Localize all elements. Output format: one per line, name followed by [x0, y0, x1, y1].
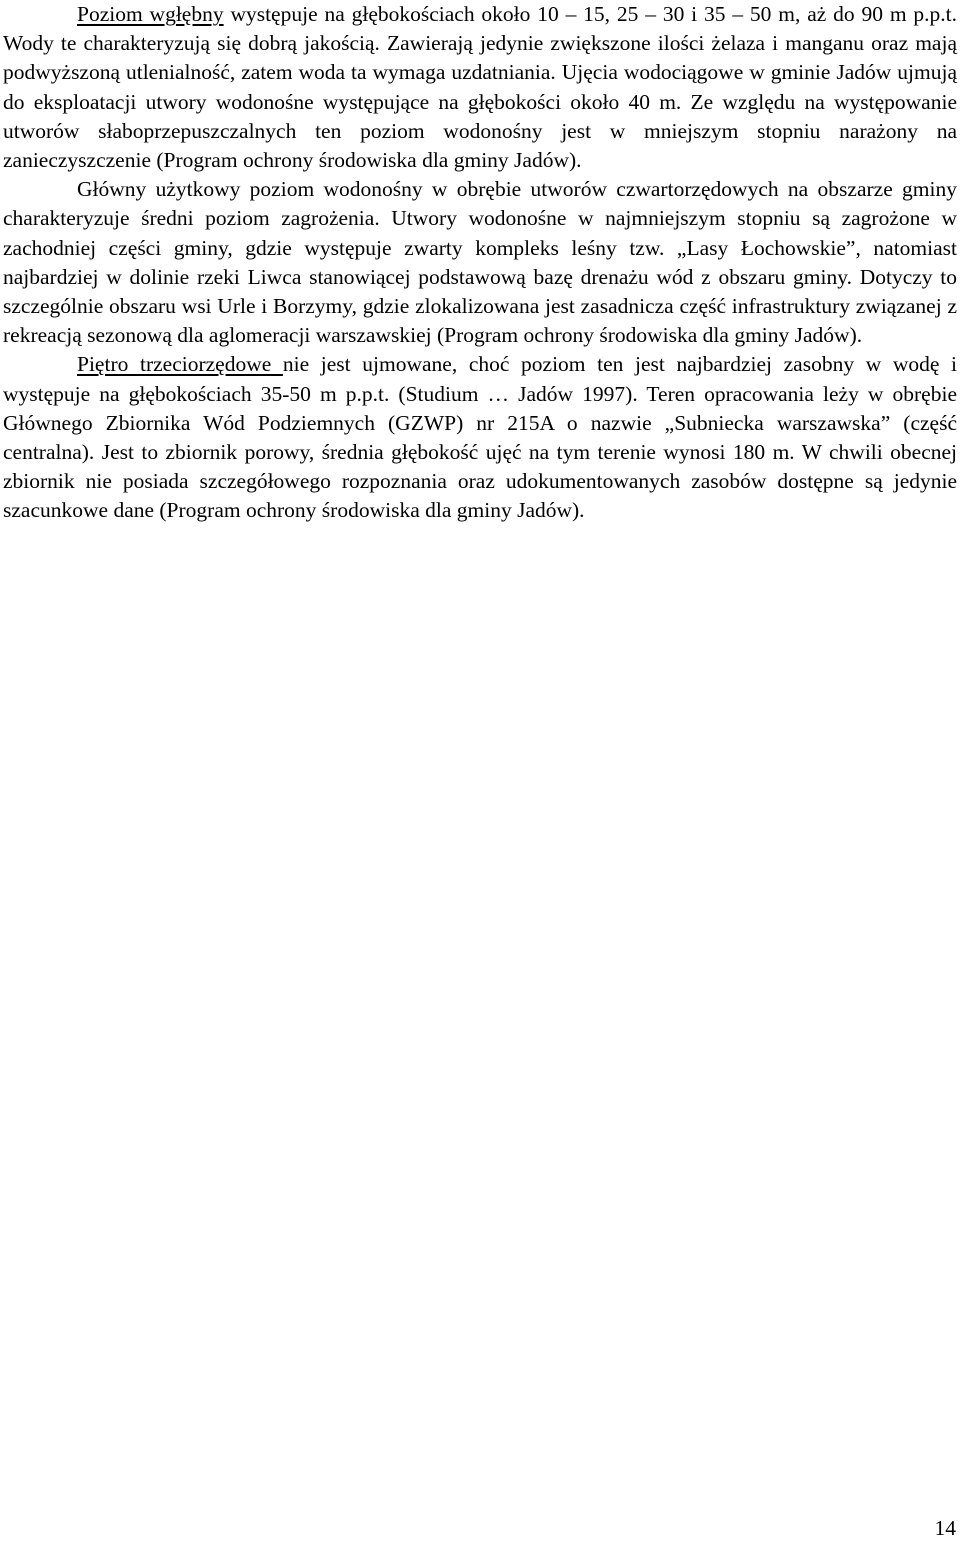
section-heading-poziom-wglebny: Poziom wgłębny — [77, 2, 224, 26]
paragraph-glowny-poziom — [3, 175, 957, 350]
paragraph-text: nie jest ujmowane, choć poziom ten jest najbardziej zasobny w wodę i występuje na głębokościach 35-50 m p.p.t. (Studium … Jadów 1997). Teren opracowania leży w obrębie Głównego Zbiornika Wód Podziemnych (GZWP) nr 215A o nazwie „Subniecka warszawska” (część centralna). Jest to zbiornik porowy, średnia głębokość ujęć na tym terenie wynosi 180 m. W chwili obecnej zbiornik nie posiada szczegółowego rozpoznania oraz udokumentowanych zasobów dostępne są jedynie szacunkowe dane (Program ochrony środowiska dla gminy Jadów). — [3, 352, 958, 523]
document-page — [3, 0, 957, 526]
paragraph-text: Główny użytkowy poziom wodonośny w obrębie utworów czwartorzędowych na obszarze gminy charakteryzuje średni poziom zagrożenia. Utwory wodonośne w najmniejszym stopniu są zagrożone w zachodniej części gminy, gdzie występuje zwarty kompleks leśny tzw. „Lasy Łochowskie”, natomiast najbardziej w dolinie rzeki Liwca stanowiącej podstawową bazę drenażu wód z obszaru gminy. Dotyczy to szczególnie obszaru wsi Urle i Borzymy, gdzie zlokalizowana jest zasadnicza część infrastruktury związanej z rekreacją sezonową dla aglomeracji warszawskiej (Program ochrony środowiska dla gminy Jadów). — [3, 177, 957, 348]
paragraph-text: występuje na głębokościach około 10 – 15, 25 – 30 i 35 – 50 m, aż do 90 m p.p.t. Wody te charakteryzują się dobrą jakością. Zawierają jedynie zwiększone ilości żelaza i manganu oraz mają podwyższoną utlenialność, zatem woda ta wymaga uzdatniania. Ujęcia wodociągowe w gminie Jadów ujmują do eksploatacji utwory wodonośne występujące na głębokości około 40 m. Ze względu na występowanie utworów słaboprzepuszczalnych ten poziom wodonośny jest w mniejszym stopniu narażony na zanieczyszczenie (Program ochrony środowiska dla gminy Jadów). — [3, 2, 957, 173]
paragraph-poziom-wglebny — [3, 0, 957, 175]
page-number: 14 — [934, 1516, 956, 1540]
section-heading-pietro-trzeciorzedowe: Piętro trzeciorzędowe — [77, 352, 283, 377]
paragraph-pietro-trzeciorzedowe — [3, 350, 957, 525]
